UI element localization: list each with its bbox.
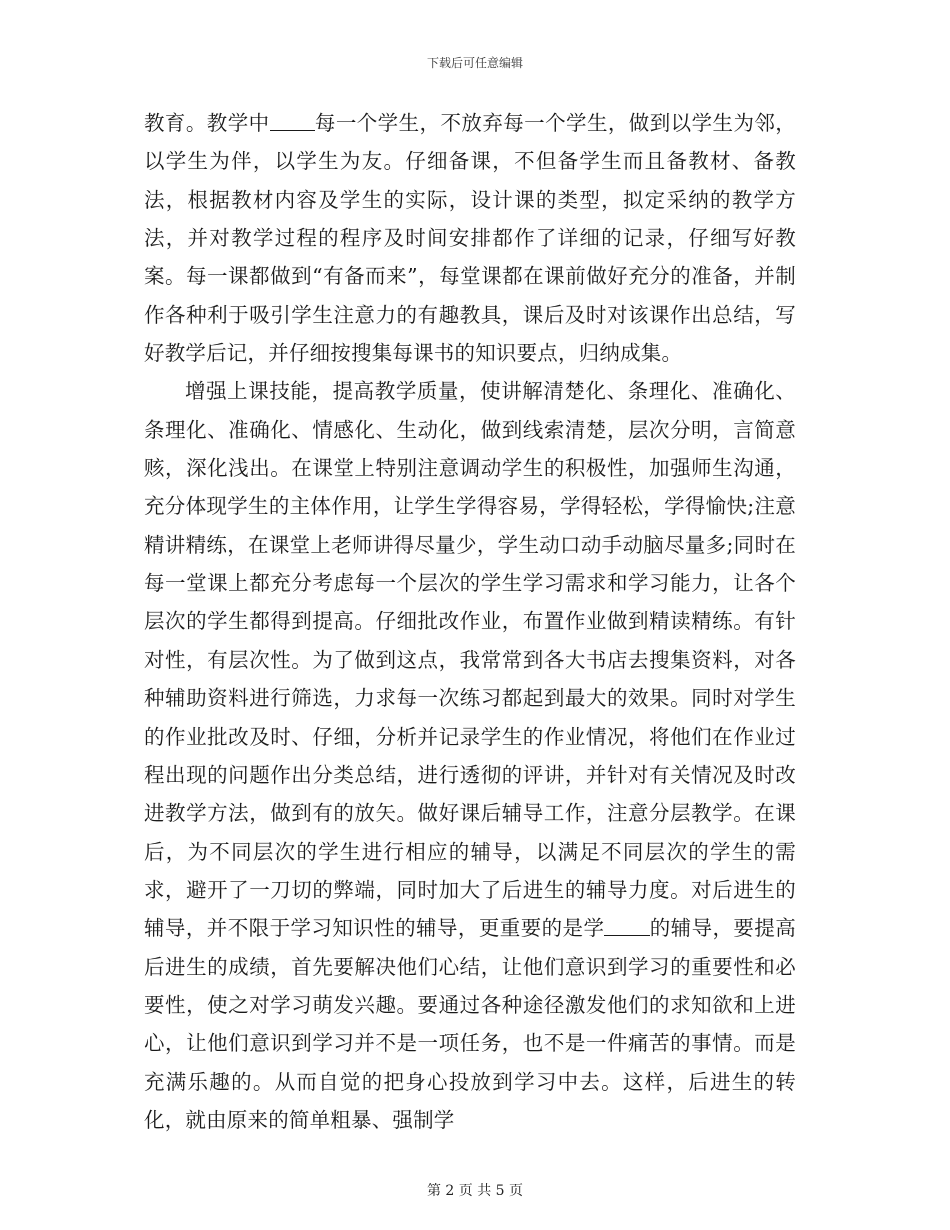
paragraph-2 [144, 372, 796, 1139]
fill-in-blank [604, 917, 649, 936]
page-footer: 第 2 页 共 5 页 [426, 1183, 524, 1199]
paragraph-1 [144, 104, 796, 372]
fill-in-blank [270, 112, 315, 131]
page-header: 下载后可任意编辑 [426, 56, 523, 70]
paragraph-1-text-end: 每一个学生，不放弃每一个学生，做到以学生为邻，以学生为伴，以学生为友。仔细备课，不但备学生而且备教材、备教法，根据教材内容及学生的实际，设计课的类型，拟定采纳的教学方法，并对教学过程的程序及时间安排都作了详细的记录，仔细写好教案。每一课都做到“有备而来”，每堂课都在课前做好充分的准备，并制作各种利于吸引学生注意力的有趣教具，课后及时对该课作出总结，写好教学后记，并仔细按搜集每课书的知识要点，归纳成集。 [144, 111, 796, 366]
paragraph-1-text-start: 教育。教学中 [144, 111, 270, 135]
document-body [144, 104, 796, 1139]
paragraph-2-text-start: 增强上课技能，提高教学质量，使讲解清楚化、条理化、准确化、条理化、准确化、情感化、生动化，做到线索清楚，层次分明，言简意赅，深化浅出。在课堂上特别注意调动学生的积极性，加强师生沟通，充分体现学生的主体作用，让学生学得容易，学得轻松，学得愉快;注意精讲精练，在课堂上老师讲得尽量少，学生动口动手动脑尽量多;同时在每一堂课上都充分考虑每一个层次的学生学习需求和学习能力，让各个层次的学生都得到提高。仔细批改作业，布置作业做到精读精练。有针对性，有层次性。为了做到这点，我常常到各大书店去搜集资料，对各种辅助资料进行筛选，力求每一次练习都起到最大的效果。同时对学生的作业批改及时、仔细，分析并记录学生的作业情况，将他们在作业过程出现的问题作出分类总结，进行透彻的评讲，并针对有关情况及时改进教学方法，做到有的放矢。做好课后辅导工作，注意分层教学。在课后，为不同层次的学生进行相应的辅导，以满足不同层次的学生的需求，避开了一刀切的弊端，同时加大了后进生的辅导力度。对后进生的辅导，并不限于学习知识性的辅导，更重要的是学 [144, 379, 796, 941]
paragraph-2-text-end: 的辅导，要提高后进生的成绩，首先要解决他们心结，让他们意识到学习的重要性和必要性，使之对学习萌发兴趣。要通过各种途径激发他们的求知欲和上进心，让他们意识到学习并不是一项任务，也不是一件痛苦的事情。而是充满乐趣的。从而自觉的把身心投放到学习中去。这样，后进生的转化，就由原来的简单粗暴、强制学 [144, 916, 796, 1132]
